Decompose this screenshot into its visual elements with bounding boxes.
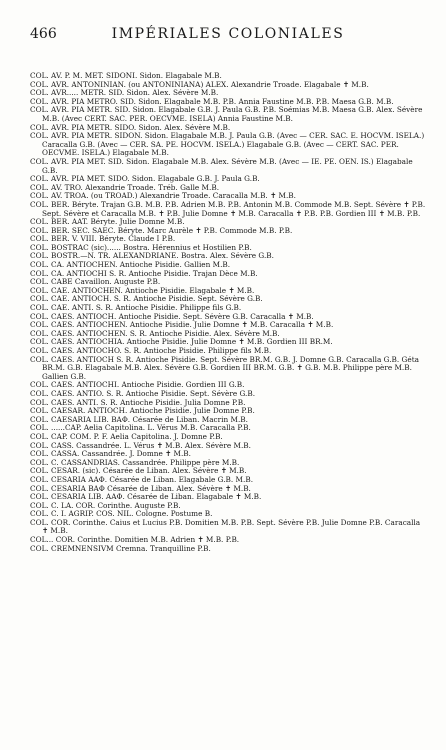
catalog-entry: COL. CESARIA AAΦ. Césarée de Liban. Elagabale G.B. M.B.: [30, 475, 254, 484]
catalog-entry: COL. BOSTR.—N. TR. ALEXANDRIANE. Bostra. Alex. Sévère G.B.: [30, 252, 274, 261]
catalog-entry: COL. AVR. ANTONINIAN. (ou ANTONINIANA) ALEX. Alexandrie Troade. Elagabale ✝ M.B.: [30, 80, 369, 89]
catalog-entry: COL. BOSTRAC (sic)...... Bostra. Hérennius et Hostilien P.B.: [30, 243, 252, 252]
catalog-entry: COL. AV. TROA. (ou TROAD.) Alexandrie Troade. Caracalla M.B. ✝ M.B.: [30, 192, 296, 201]
catalog-entry: COL. CAE. ANTIOCH. S. R. Antioche Pisidie. Sept. Sévère G.B.: [30, 295, 263, 304]
catalog-entry: COL. CAES. ANTIOCH. Antioche Pisidie. Sept. Sévère G.B. Caracalla ✝ M.B.: [30, 312, 314, 321]
catalog-entry: COL. ......CAP. Aelia Capitolina. L. Vérus M.B. Caracalla P.B.: [30, 424, 251, 433]
catalog-entry: COL. BER. V. VIII. Béryte. Claude I P.B.: [30, 235, 176, 244]
page-number: 466: [30, 26, 57, 42]
catalog-entry: COL. CAES. ANTIOCH S. R. Antioche Pisidie. Sept. Sévère BR.M. G.B. J. Domne G.B. Caracalla G.B. Géta BR.M. G.B. Elagabale M.B. Alex. Sévère G.B. Gordien III BR.M. G.B. ✝ G.B. M.B. Philippe père M.B. Gallien G.B.: [30, 355, 419, 381]
catalog-entry: COL. CAES. ANTIOCHIA. Antioche Pisidie. Julie Domne ✝ M.B. Gordien III BR.M.: [30, 338, 333, 347]
catalog-entry: COL. AV. P. M. MET. SIDONI. Sidon. Elagabale M.B.: [30, 72, 222, 80]
page-header: [30, 26, 426, 48]
catalog-entry: COL. CAES. ANTI. S. R. Antioche Pisidie. Julia Domne P.B.: [30, 398, 246, 407]
catalog-entry: COL. CAE. ANTI. S. R. Antioche Pisidie. Philippe fils G.B.: [30, 304, 242, 313]
catalog-entry: COL. AV. TRO. Alexandrie Troade. Tréb. Galle M.B.: [30, 183, 220, 192]
catalog-entry: COL. AVR. PIA MET. SIDO. Sidon. Elagabale G.B. J. Paula G.B.: [30, 175, 260, 184]
catalog-entry: COL. CASSA. Cassandrée. J. Domne ✝ M.B.: [30, 450, 191, 459]
catalog-entry: COL. AVR. PIA METR. SIDON. Sidon. Elagabale M.B. J. Paula G.B. (Avec — CER. SAC. E. HOCVM. ISELA.) Caracalla G.B. (Avec — CER. SA. PE. HOCVM. ISELA.) Elagabale G.B. (Avec — CERT. SAC. PER. OECVME. ISELA.) Elagabale M.B.: [30, 132, 425, 158]
catalog-entry: COL... COR. Corinthe. Domitien M.B. Adrien ✝ M.B. P.B.: [30, 536, 240, 545]
catalog-entry: COL. CAESARIA LIB. BAΦ. Césarée de Liban. Macrin M.B.: [30, 415, 248, 424]
catalog-entry: COL. CAES. ANTIOCHEN. Antioche Pisidie. Julie Domne ✝ M.B. Caracalla ✝ M.B.: [30, 321, 334, 330]
catalog-entry: COL. AVR. PIA METR. SIDO. Sidon. Alex. Sévère M.B.: [30, 123, 231, 132]
catalog-entry: COL. COR. Corinthe. Caius et Lucius P.B. Domitien M.B. P.B. Sept. Sévère P.B. Julie Domne P.B. Caracalla ✝ M.B.: [30, 518, 421, 536]
catalog-entry: COL. C. I. AGRIP. COS. NIL. Cologne. Postume B.: [30, 510, 213, 519]
catalog-entry: COL. AVR. PIA MET. SID. Sidon. Elagabale M.B. Alex. Sévère M.B. (Avec — IE. PE. OEN. IS.) Elagabale G.B.: [30, 157, 413, 175]
catalog-entry: COL. CAESAR. ANTIOCH. Antioche Pisidie. Julie Domne P.B.: [30, 407, 255, 416]
catalog-entry: COL. CREMNENSIVM Cremna. Tranquilline P.B.: [30, 544, 211, 553]
catalog-entry: COL. CAES. ANTIOCHO. S. R. Antioche Pisidie. Philippe fils M.B.: [30, 347, 272, 355]
catalog-entry: COL. CABE Cavaillon. Auguste P.B.: [30, 278, 161, 287]
catalog-entry: COL. BER. Béryte. Trajan G.B. M.B. P.B. Adrien M.B. P.B. Antonin M.B. Commode M.B. Sept. Sévère ✝ P.B. Sept. Sévère et Caracalla M.B. ✝ P.B. Julie Domne ✝ M.B. Caracalla ✝ P.B. P.B. Gordien III ✝ M.B. P.B.: [30, 200, 426, 218]
catalog-entry: COL. AVR. PIA METR. SID. Sidon. Elagabale G.B. J. Paula G.B. P.B. Soémias M.B. Maesa G.B. Alex. Sévère M.B. (Avec CERT. SAC. PER. OECVME. ISELA) Annia Faustine M.B.: [30, 106, 423, 123]
catalog-entry: COL. CAES. ANTIOCHEN. S. R. Antioche Pisidie. Alex. Sévère M.B.: [30, 329, 280, 338]
catalog-entry: COL. CAE. ANTIOCHEN. Antioche Pisidie. Elagabale ✝ M.B.: [30, 286, 255, 295]
running-title: IMPÉRIALES COLONIALES: [111, 26, 345, 42]
catalog-entry: COL. CA. ANTIOCHI S. R. Antioche Pisidie. Trajan Dèce M.B.: [30, 269, 258, 278]
catalog-entry: COL. CAES. ANTIOCHI. Antioche Pisidie. Gordien III G.B.: [30, 381, 245, 390]
catalog-entry: COL. C. LA. COR. Corinthe. Auguste P.B.: [30, 501, 181, 510]
catalog-entry: COL. BER. AAT. Béryte. Julie Domne M.B.: [30, 218, 185, 227]
catalog-entry: COL. CA. ANTIOCHEN. Antioche Pisidie. Gallien M.B.: [30, 261, 231, 270]
catalog-entry: COL. CAES. ANTIO. S. R. Antioche Pisidie. Sept. Sévère G.B.: [30, 389, 256, 398]
catalog-entry: COL. CESAR. (sic). Césarée de Liban. Alex. Sévère ✝ M.B.: [30, 467, 247, 476]
catalog-entry: COL. AVR. PIA METRO. SID. Sidon. Elagabale M.B. P.B. Annia Faustine M.B. P.B. Maesa G.B. M.B.: [30, 97, 394, 106]
catalog-entry: COL. CESARIA BAΦ Césarée de Liban. Alex. Sévère ✝ M.B.: [30, 484, 251, 493]
catalog-entry: COL. BER. SEC. SAEC. Béryte. Marc Aurèle ✝ P.B. Commode M.B. P.B.: [30, 226, 293, 235]
catalog-entry: COL. C. CASSANDRIAS. Cassandrée. Philippe père M.B.: [30, 458, 240, 467]
catalog-entry: COL. AVR..... METR. SID. Sidon. Alex. Sévère M.B.: [30, 89, 219, 98]
catalog-entry: COL. CAP. COM. P. F. Aelia Capitolina. J. Domne P.B.: [30, 432, 223, 441]
catalog-entry: COL. CESARIA LIB. AAΦ. Césarée de Liban. Elagabale ✝ M.B.: [30, 493, 262, 502]
entry-list: [30, 72, 428, 553]
catalog-entry: COL. CASS. Cassandrée. L. Vérus ✝ M.B. Alex. Sévère M.B.: [30, 441, 251, 450]
